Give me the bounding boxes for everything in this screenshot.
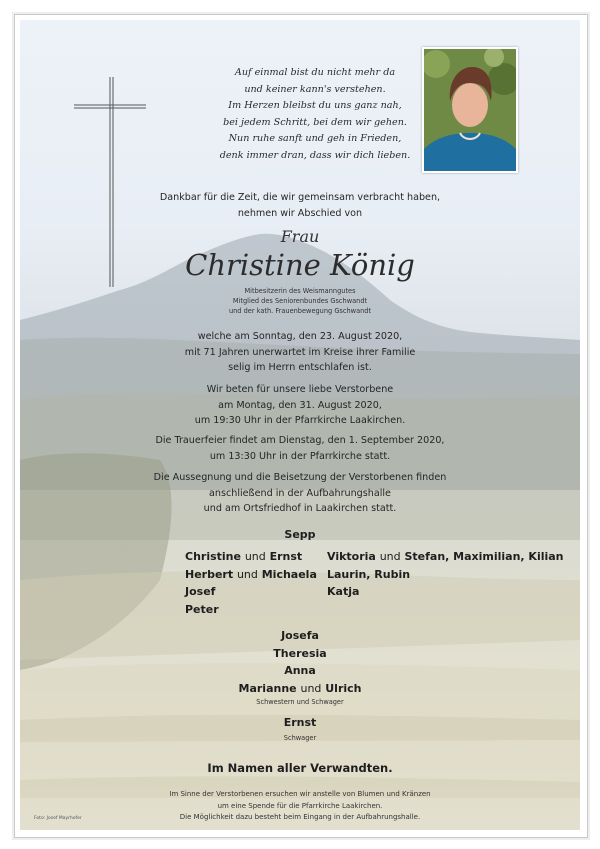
burial-notice-line: anschließend in der Aufbahrungshalle xyxy=(209,487,391,499)
poem-line: denk immer dran, dass wir dich lieben. xyxy=(219,149,411,161)
death-notice-line: mit 71 Jahren unerwartet im Kreise ihrer Familie xyxy=(184,346,416,358)
death-notice-line: selig im Herrn entschlafen ist. xyxy=(228,362,372,374)
poem-line: Auf einmal bist du nicht mehr da xyxy=(234,67,396,78)
burial-notice xyxy=(20,470,580,517)
burial-notice-line: Die Aussegnung und die Beisetzung der Verstorbenen finden xyxy=(153,472,447,483)
prayer-notice xyxy=(20,382,580,429)
sibling-name: Anna xyxy=(284,664,316,677)
siblings xyxy=(20,627,580,697)
family-entry xyxy=(327,566,567,584)
closing-line: Die Möglichkeit dazu besteht beim Eingang in der Aufbahrungshalle. xyxy=(179,813,421,821)
sibling-name: Theresia xyxy=(273,646,327,660)
relatives-line: Im Namen aller Verwandten. xyxy=(207,761,393,775)
and-word: und xyxy=(244,550,266,563)
family-entry xyxy=(185,601,355,619)
family-name: Katja xyxy=(327,585,360,598)
membership-line: und der kath. Frauenbewegung Gschwandt xyxy=(228,307,372,315)
photo-credit: Foto: Josef Mayrhofer xyxy=(34,816,82,821)
membership-line: Mitbesitzerin des Weismanngutes xyxy=(244,287,356,295)
family-name: Michaela xyxy=(261,567,317,581)
sibling-couple xyxy=(20,680,580,698)
and-word: und xyxy=(300,681,322,695)
prayer-notice-line: am Montag, den 31. August 2020, xyxy=(218,399,382,411)
family-name: Ernst xyxy=(269,550,303,563)
family-name: Peter xyxy=(185,602,219,616)
intro-line: Dankbar für die Zeit, die wir gemeinsam verbracht haben, xyxy=(159,192,441,203)
sibling-name: Ulrich xyxy=(325,681,362,695)
family-name: Herbert xyxy=(185,567,234,581)
and-word: und xyxy=(379,550,401,563)
closing-line: Im Sinne der Verstorbenen ersuchen wir anstelle von Blumen und Kränzen xyxy=(169,790,431,798)
family-entry xyxy=(327,548,567,566)
family-name: Christine xyxy=(185,550,241,563)
closing-text xyxy=(20,789,580,824)
and-word: und xyxy=(236,567,258,581)
funeral-notice-line: Die Trauerfeier findet am Dienstag, den 1. September 2020, xyxy=(155,435,445,446)
brother-in-law-name: Ernst xyxy=(283,716,317,729)
family-name: Viktoria xyxy=(327,550,376,563)
family-name: Laurin, Rubin xyxy=(327,567,411,581)
poem-line: Nun ruhe sanft und geh in Frieden, xyxy=(228,133,402,144)
portrait-image xyxy=(424,49,516,171)
sibling-name: Marianne xyxy=(238,681,297,695)
brother-in-law-caption: Schwager xyxy=(283,734,317,742)
funeral-notice-line: um 13:30 Uhr in der Pfarrkirche statt. xyxy=(209,450,391,462)
family-name: Josef xyxy=(185,585,216,598)
family-right-column xyxy=(327,548,567,601)
prayer-notice-line: um 19:30 Uhr in der Pfarrkirche Laakirchen. xyxy=(194,415,406,427)
title-prefix: Frau xyxy=(280,227,320,246)
funeral-notice xyxy=(20,433,580,464)
memberships xyxy=(20,286,580,316)
poem-line: und keiner kann's verstehen. xyxy=(244,83,386,95)
burial-notice-line: und am Ortsfriedhof in Laakirchen statt. xyxy=(203,503,397,515)
intro-text xyxy=(20,190,580,221)
portrait-photo xyxy=(422,47,518,173)
poem xyxy=(210,65,420,164)
family-name: Stefan, Maximilian, Kilian xyxy=(404,550,564,563)
death-notice xyxy=(20,329,580,376)
deceased-name: Christine König xyxy=(185,248,415,282)
death-notice-line: welche am Sonntag, den 23. August 2020, xyxy=(197,331,403,342)
membership-line: Mitglied des Seniorenbundes Gschwandt xyxy=(232,297,368,305)
family-entry xyxy=(327,583,567,601)
intro-line: nehmen wir Abschied von xyxy=(237,207,363,219)
prayer-notice-line: Wir beten für unsere liebe Verstorbene xyxy=(206,384,394,395)
siblings-caption: Schwestern und Schwager xyxy=(256,698,344,706)
poem-line: bei jedem Schritt, bei dem wir gehen. xyxy=(223,116,407,128)
spouse-name: Sepp xyxy=(284,528,316,541)
parte-card xyxy=(20,20,580,830)
closing-line: um eine Spende für die Pfarrkirche Laakirchen. xyxy=(217,801,383,810)
poem-line: Im Herzen bleibst du uns ganz nah, xyxy=(228,100,402,111)
sibling-name: Josefa xyxy=(281,629,319,642)
